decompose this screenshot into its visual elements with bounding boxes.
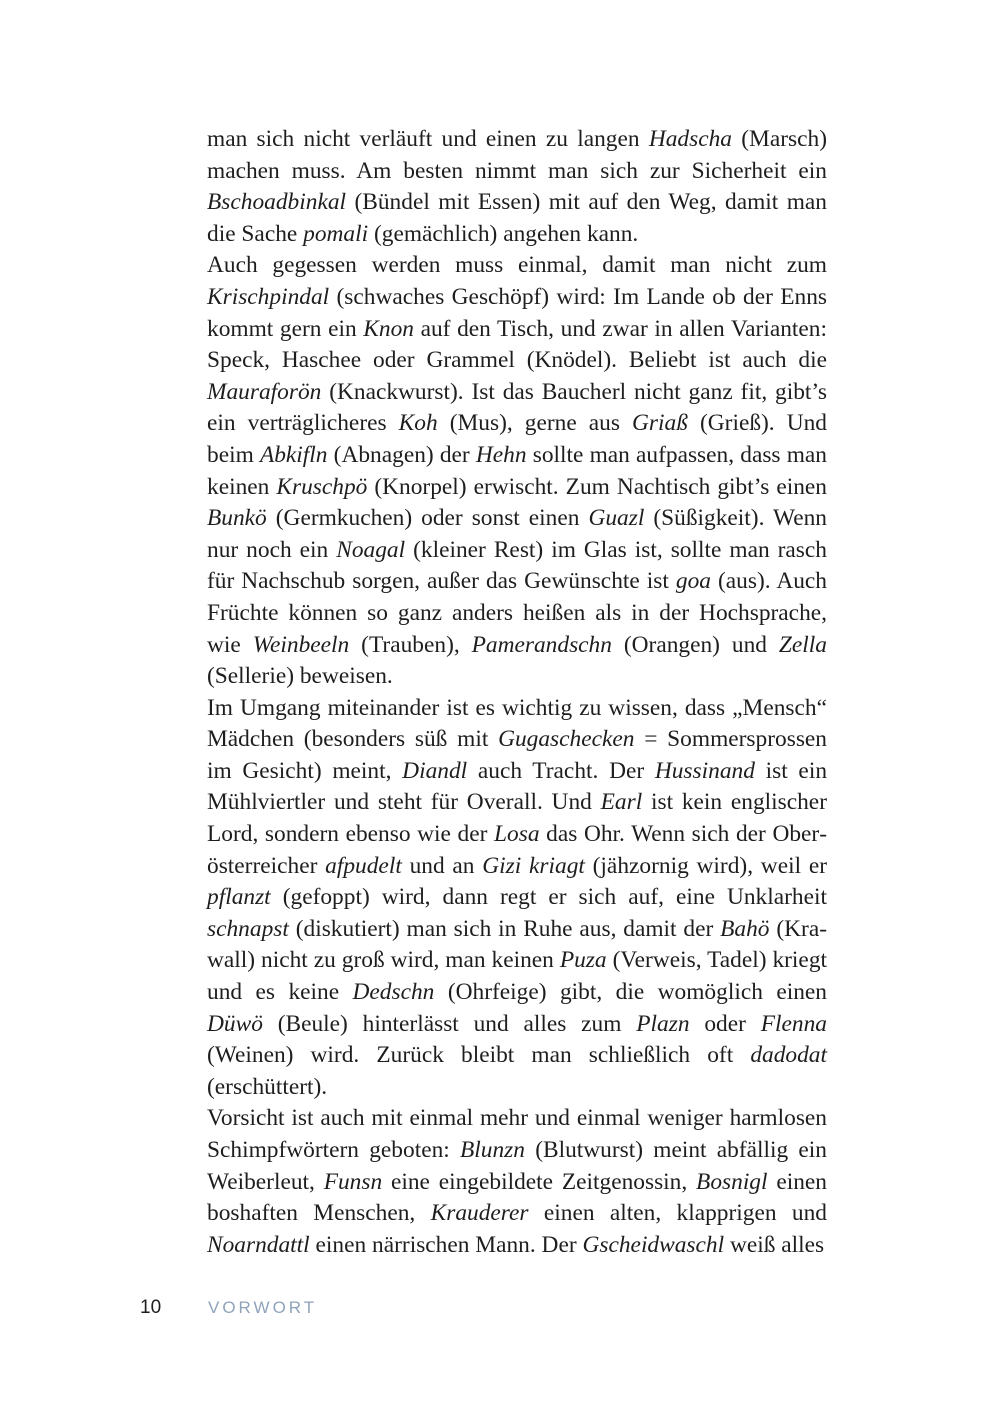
text-run: (Bündel mit Essen) mit auf den Weg, damit man die Sache [207, 189, 827, 247]
text-run: (Knackwurst). Ist das Baucherl nicht ganz fit, gibt’s ein verträglicheres [207, 378, 827, 437]
dialect-term: pflanzt [207, 884, 271, 911]
text-run: einen närrischen Mann. Der [309, 1231, 583, 1258]
running-head: VORWORT [208, 1298, 318, 1317]
text-run: sollte man aufpassen, dass man keinen [207, 441, 827, 500]
dialect-term: afpudelt [325, 852, 402, 879]
paragraph [207, 1103, 827, 1261]
dialect-term: Gscheidwaschl [582, 1231, 725, 1258]
text-run: und an [401, 852, 483, 879]
dialect-term: dadodat [750, 1042, 827, 1069]
text-run: ist ein Mühlviertler und steht für Overall. Und [207, 757, 828, 816]
dialect-term: Bunkö [207, 505, 267, 532]
dialect-term: Kruschpö [276, 473, 368, 500]
text-run: (gefoppt) wird, dann regt er sich auf, eine Unklarheit [270, 884, 827, 911]
dialect-term: Hussinand [654, 757, 755, 784]
text-run: Auch gegessen werden muss einmal, damit man nicht zum [207, 252, 827, 279]
text-run: = Sommersprossen im Gesicht) meint, [207, 726, 828, 784]
text-run: auch Tracht. Der [467, 757, 655, 784]
text-run: (erschüttert). [207, 1073, 328, 1100]
text-run: (Ohrfeige) gibt, die womöglich einen [434, 979, 827, 1006]
text-run: (Verweis, Tadel) kriegt und es keine [207, 947, 828, 1006]
dialect-term: Diandl [402, 757, 468, 784]
dialect-term: Puza [559, 947, 607, 974]
dialect-term: Noarndattl [207, 1231, 310, 1258]
paragraph [207, 124, 827, 250]
text-run: einen alten, klapprigen und [528, 1200, 827, 1227]
dialect-term: Funsn [323, 1168, 383, 1195]
paragraph [207, 250, 827, 692]
dialect-term: Düwö [207, 1010, 263, 1037]
text-run: (Germkuchen) oder sonst einen [266, 505, 589, 532]
dialect-term: schnapst [207, 915, 289, 942]
body-text [207, 124, 827, 1261]
dialect-term: Krischpindal [207, 283, 330, 310]
dialect-term: Hehn [475, 441, 527, 468]
text-run: Vorsicht ist auch mit einmal mehr und einmal weniger harmlosen Schimpfwörtern geboten: [207, 1105, 827, 1163]
paragraph [207, 693, 827, 1104]
text-run: Im Umgang miteinander ist es wichtig zu wissen, dass „Mensch“ Mädchen (besonders süß mit [207, 694, 827, 753]
dialect-term: Abkifln [259, 441, 328, 468]
text-run: (kleiner Rest) im Glas ist, sollte man rasch für Nachschub sorgen, außer das Gewünschte ist [207, 536, 827, 595]
dialect-term: Bosnigl [696, 1168, 768, 1195]
dialect-term: Koh [398, 410, 438, 437]
dialect-term: Griaß [632, 410, 688, 437]
dialect-term: Blunzn [460, 1137, 525, 1163]
text-run: ist kein englischer Lord, sondern ebenso wie der [207, 789, 827, 848]
text-run: (Grieß). Und beim [207, 410, 827, 468]
text-run: man sich nicht verläuft und einen zu langen [207, 126, 649, 152]
text-run: eine eingebildete Zeitgenossin, [382, 1168, 697, 1195]
text-run: das Ohr. Wenn sich der Oberösterreicher [207, 821, 827, 879]
text-run: (diskutiert) man sich in Ruhe aus, damit der [288, 915, 721, 942]
text-run: einen boshaften Menschen, [207, 1168, 827, 1227]
dialect-term: Gizi kriagt [482, 852, 585, 879]
text-run: (gemächlich) angehen kann. [368, 220, 639, 247]
page-footer [140, 1297, 317, 1327]
text-run: (Marsch) machen muss. Am besten nimmt man sich zur Sicherheit ein [207, 126, 827, 184]
text-run: (Weinen) wird. Zurück bleibt man schließlich oft [207, 1042, 751, 1069]
text-run: (schwaches Geschöpf) wird: Im Lande ob der Enns kommt gern ein [207, 283, 827, 342]
text-run: oder [689, 1010, 761, 1037]
text-run: (Trauben), [349, 631, 472, 658]
dialect-term: Zella [778, 631, 827, 658]
text-run: (jähzornig wird), weil er [584, 852, 827, 879]
text-run: (aus). Auch Früchte können so ganz anders heißen als in der Hochsprache, wie [207, 568, 827, 658]
dialect-term: Weinbeeln [252, 631, 350, 658]
dialect-term: goa [675, 568, 711, 595]
dialect-term: Knon [363, 315, 414, 342]
dialect-term: Earl [600, 789, 643, 816]
text-run: (Blutwurst) meint abfällig ein Weiberleut, [207, 1137, 827, 1195]
dialect-term: Losa [494, 821, 540, 848]
text-run: auf den Tisch, und zwar in allen Varianten: Speck, Haschee oder Grammel (Knödel). Beliebt ist auch die [207, 315, 827, 374]
text-run: (Beule) hinterlässt und alles zum [262, 1010, 637, 1037]
text-run: (Knorpel) erwischt. Zum Nachtisch gibt’s einen [367, 473, 828, 500]
dialect-term: Noagal [336, 536, 406, 563]
dialect-term: Flenna [760, 1010, 827, 1037]
text-run: (Orangen) und [611, 631, 779, 658]
text-run: (Sellerie) beweisen. [207, 663, 393, 690]
text-run: (Mus), gerne aus [437, 410, 633, 437]
dialect-term: Guazl [588, 505, 645, 532]
text-run: (Krawall) nicht zu groß wird, man keinen [207, 915, 827, 974]
dialect-term: Pamerandschn [471, 631, 612, 658]
text-run: (Abnagen) der [327, 441, 476, 468]
dialect-term: Mauraforön [207, 378, 322, 405]
dialect-term: Dedschn [352, 979, 435, 1006]
text-run: weiß alles [724, 1231, 825, 1258]
dialect-term: Bschoadbinkal [207, 189, 347, 216]
dialect-term: Krauderer [430, 1200, 529, 1227]
page-number: 10 [140, 1297, 162, 1318]
dialect-term: Hadscha [648, 126, 732, 152]
dialect-term: pomali [303, 220, 369, 247]
dialect-term: Plazn [636, 1010, 690, 1037]
text-run: (Süßigkeit). Wenn nur noch ein [207, 505, 827, 563]
dialect-term: Bahö [720, 915, 770, 942]
dialect-term: Gugaschecken [498, 726, 635, 753]
